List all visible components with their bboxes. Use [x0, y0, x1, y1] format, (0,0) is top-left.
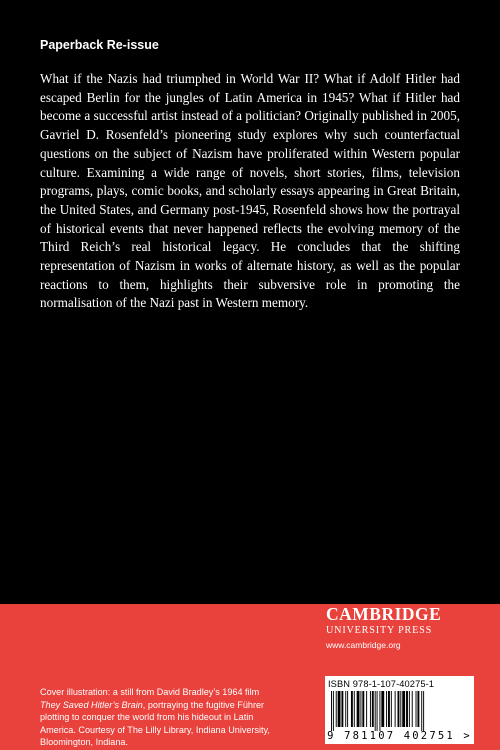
isbn-barcode — [325, 676, 474, 744]
barcode-bar — [416, 691, 417, 727]
barcode-bar — [341, 691, 343, 727]
barcode-bar — [347, 691, 348, 727]
barcode-number: 9 781107 402751 > — [327, 730, 472, 742]
credit-prefix: Cover illustration: a still from David Bradley’s 1964 film — [40, 687, 260, 697]
barcode-bars — [329, 691, 470, 731]
barcode-bar — [402, 691, 405, 727]
barcode-bar — [379, 691, 380, 731]
barcode-bar — [354, 691, 355, 727]
barcode-bar — [370, 691, 371, 727]
barcode-bar — [362, 691, 364, 727]
credit-suffix: , portraying the fugitive Führer plotting to conquer the world from his hideout in Latin America. Courtesy of The Lilly Library, Indiana University, Bloomington, Indiana. — [40, 699, 270, 747]
barcode-bar — [400, 691, 401, 727]
barcode-bar — [423, 691, 424, 731]
book-description: What if the Nazis had triumphed in World War II? What if Adolf Hitler had escaped Berlin for the jungles of Latin America in 1945? What if Hitler had become a successful artist instead of a politician? Originally published in 2005, Gavriel D. Rosenfeld’s pioneering study explores why such counterfactual questions on the subject of Nazism have proliferated within Western popular culture. Examining a wide range of novels, short stories, films, television programs, plays, comic books, and scholarly essays appearing in Great Britain, the United States, and Germany post-1945, Rosenfeld shows how the portrayal of historical events that never happened reflects the evolving memory of the Third Reich’s real historical legacy. He concludes that the shifting representation of Nazism in works of alternate history, as well as the popular reactions to them, highlights their subversive role in promoting the normalisation of the Nazi past in Western memory. — [40, 71, 460, 311]
barcode-bar — [412, 691, 413, 727]
barcode-bar — [409, 691, 410, 727]
barcode-bar — [351, 691, 353, 727]
barcode-bar — [386, 691, 387, 727]
barcode-bar — [366, 691, 367, 727]
barcode-bar — [377, 691, 378, 731]
barcode-bar — [333, 691, 334, 731]
barcode-bar — [338, 691, 341, 727]
cover-illustration-credit — [40, 686, 278, 749]
barcode-bar — [388, 691, 390, 727]
barcode-bar — [417, 691, 419, 727]
barcode-bar — [395, 691, 396, 727]
barcode-bar — [357, 691, 360, 727]
barcode-bar — [336, 691, 337, 727]
edition-label: Paperback Re-issue — [40, 38, 159, 52]
barcode-bar — [421, 691, 422, 731]
publisher-logo — [326, 604, 466, 650]
publisher-subtitle: UNIVERSITY PRESS — [326, 625, 433, 636]
barcode-bar — [406, 691, 408, 727]
barcode-bar — [391, 691, 392, 727]
film-title: They Saved Hitler’s Brain — [40, 699, 143, 710]
barcode-bar — [372, 691, 374, 727]
publisher-url: www.cambridge.org — [326, 640, 401, 650]
barcode-bar — [375, 691, 376, 731]
barcode-bar — [381, 691, 384, 727]
isbn-label: ISBN 978-1-107-40275-1 — [328, 679, 435, 689]
publisher-name: CAMBRIDGE — [326, 604, 442, 624]
barcode-bar — [345, 691, 346, 727]
barcode-bar — [398, 691, 400, 727]
barcode-bar — [360, 691, 361, 727]
barcode-bar — [331, 691, 332, 731]
